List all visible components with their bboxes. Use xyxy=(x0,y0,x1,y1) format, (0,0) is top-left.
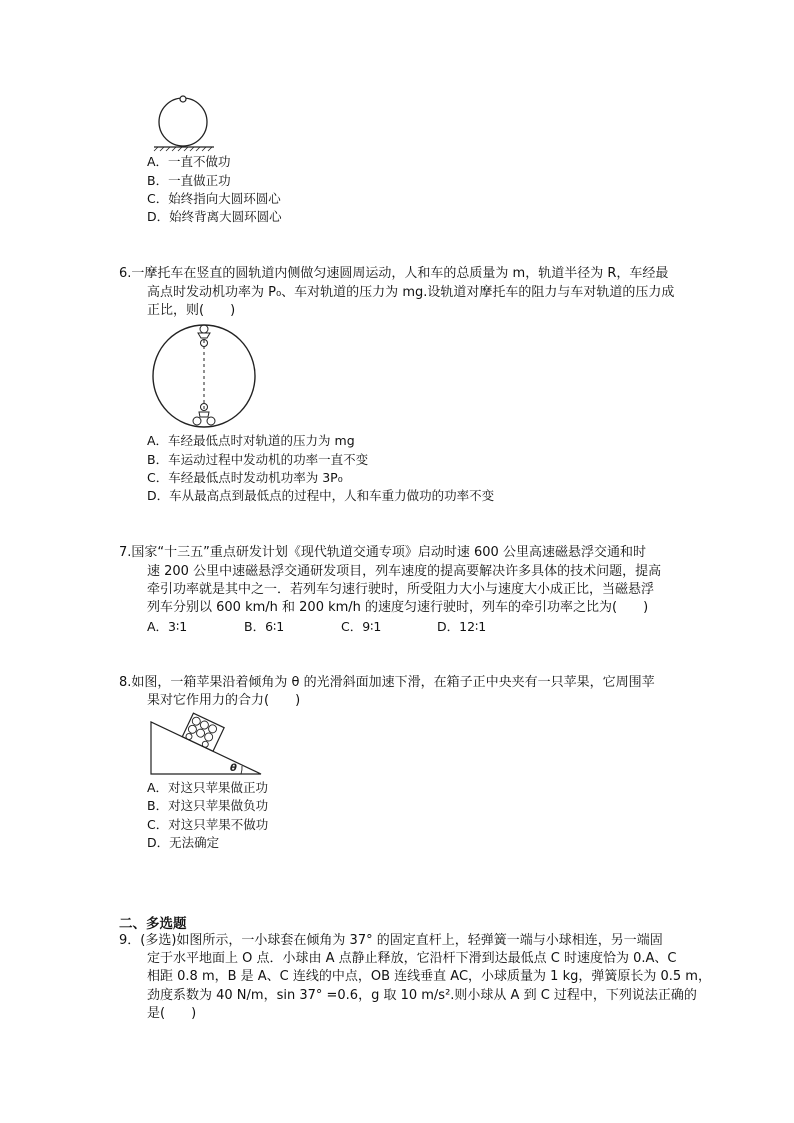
q8-stem-line-2: 果对它作用力的合力( ) xyxy=(147,693,301,708)
q9-stem-line-2: 定于水平地面上 O 点．小球由 A 点静止释放，它沿杆下滑到达最低点 C 时速度恰为 0.A、C xyxy=(147,951,677,966)
q5-option-b[interactable]: B．一直做正功 xyxy=(147,173,231,188)
q5-option-a[interactable]: A．一直不做功 xyxy=(147,154,231,169)
q7-option-d[interactable]: D．12∶1 xyxy=(437,619,487,634)
angle-label: θ xyxy=(230,763,237,774)
q7-stem-line-2: 速 200 公里中速磁悬浮交通研发项目，列车速度的提高要解决许多具体的技术问题，提高 xyxy=(147,564,662,579)
q7-stem-line-3: 牵引功率就是其中之一．若列车匀速行驶时，所受阻力大小与速度大小成正比，当磁悬浮 xyxy=(147,582,655,597)
q5-option-c[interactable]: C．始终指向大圆环圆心 xyxy=(147,191,281,206)
small-ring xyxy=(180,96,186,102)
q8-option-a[interactable]: A．对这只苹果做正功 xyxy=(147,780,269,795)
q9-stem-line-1: 9．(多选)如图所示，一小球套在倾角为 37° 的固定直杆上，轻弹簧一端与小球相连，另一端固 xyxy=(119,933,663,948)
q7-stem-line-4: 列车分别以 600 km/h 和 200 km/h 的速度匀速行驶时，列车的牵引功率之比为( ) xyxy=(147,600,649,615)
q9-stem-line-3: 相距 0.8 m，B 是 A、C 连线的中点，OB 连线垂直 AC，小球质量为 1 kg，弹簧原长为 0.5 m， xyxy=(147,969,711,984)
section-title-multiple-choice: 二、多选题 xyxy=(119,916,187,932)
q7-option-a[interactable]: A．3∶1 xyxy=(147,619,188,634)
motorcycle-top-icon xyxy=(198,325,210,347)
q6-stem-line-1: 6.一摩托车在竖直的圆轨道内侧做匀速圆周运动，人和车的总质量为 m，轨道半径为 R，车经最 xyxy=(119,266,669,281)
q8-option-c[interactable]: C．对这只苹果不做功 xyxy=(147,817,269,832)
q6-option-c[interactable]: C．车经最低点时发动机功率为 3P₀ xyxy=(147,470,343,485)
q7-option-b[interactable]: B．6∶1 xyxy=(244,619,285,634)
big-ring xyxy=(159,98,207,146)
q5-ring-figure xyxy=(150,96,220,152)
q7-stem-line-1: 7.国家“十三五”重点研发计划《现代轨道交通专项》启动时速 600 公里高速磁悬浮交通和时 xyxy=(119,545,646,560)
q9-stem-line-5: 是( ) xyxy=(147,1006,197,1021)
q8-option-b[interactable]: B．对这只苹果做负功 xyxy=(147,798,269,813)
q8-incline-figure xyxy=(148,710,264,776)
q6-option-a[interactable]: A．车经最低点时对轨道的压力为 mg xyxy=(147,433,355,448)
q6-stem-line-3: 正比，则( ) xyxy=(147,303,236,318)
q6-loop-track-figure xyxy=(151,320,261,432)
apple-box xyxy=(182,713,224,751)
q6-option-b[interactable]: B．车运动过程中发动机的功率一直不变 xyxy=(147,452,369,467)
q5-option-d[interactable]: D．始终背离大圆环圆心 xyxy=(147,209,282,224)
q6-option-d[interactable]: D．车从最高点到最低点的过程中，人和车重力做功的功率不变 xyxy=(147,488,495,503)
angle-arc xyxy=(241,766,242,774)
q8-stem-line-1: 8.如图，一箱苹果沿着倾角为 θ 的光滑斜面加速下滑，在箱子正中央夹有一只苹果，它周围苹 xyxy=(119,675,655,690)
q8-option-d[interactable]: D．无法确定 xyxy=(147,835,220,850)
q7-option-c[interactable]: C．9∶1 xyxy=(341,619,382,634)
q9-stem-line-4: 劲度系数为 40 N/m，sin 37° =0.6，g 取 10 m/s².则小球从 A 到 C 过程中，下列说法正确的 xyxy=(147,988,697,1003)
q6-stem-line-2: 高点时发动机功率为 P₀、车对轨道的压力为 mg.设轨道对摩托车的阻力与车对轨道的压力成 xyxy=(147,285,675,300)
ground-hatch xyxy=(154,147,212,151)
